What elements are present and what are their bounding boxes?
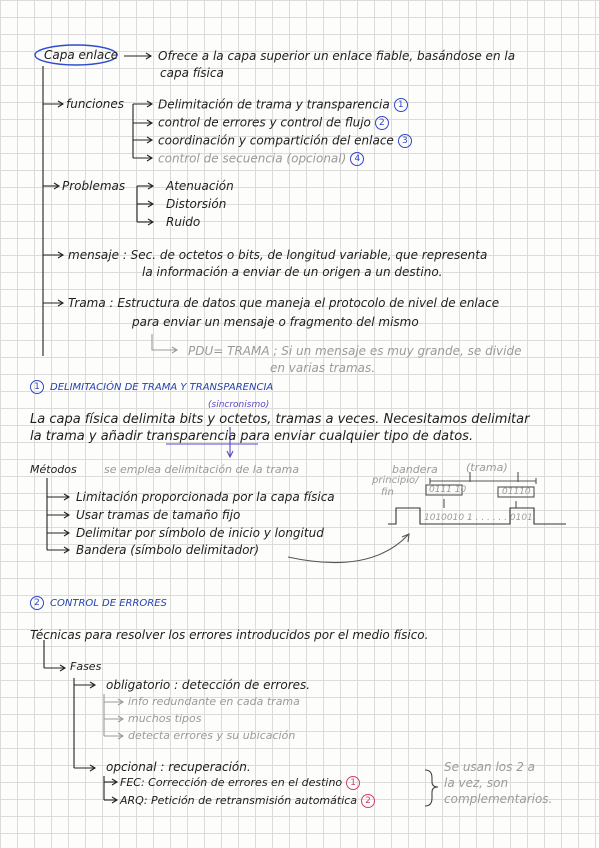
opcional-line: opcional : recuperación. [106,760,251,774]
definition-line-1: Ofrece a la capa superior un enlace fiable, basándose en la [158,49,516,63]
diagram-flag-start: 0111 10 [429,485,467,495]
diagram-trama-label: (trama) [466,461,508,474]
funciones-label: funciones [66,97,124,111]
funcion-4: control de secuencia (opcional) 4 [158,152,364,166]
diagram-flag-end: 01110 [502,487,531,497]
section-2-heading: 2 CONTROL DE ERRORES [30,596,167,610]
side-note-line-1: Se usan los 2 a [444,760,535,774]
number-badge: 2 [375,116,389,130]
pdu-note-1: PDU= TRAMA ; Si un mensaje es muy grande, se divide [188,344,522,358]
side-note-line-2: la vez, son [444,776,509,790]
metodo-1: Limitación proporcionada por la capa física [76,490,335,504]
number-badge: 1 [346,776,360,790]
funcion-3: coordinación y compartición del enlace 3 [158,134,412,148]
metodos-label: Métodos [30,463,77,476]
diagram-bandera-label: bandera [392,463,438,476]
problema-2: Distorsión [166,197,227,211]
funcion-2: control de errores y control de flujo 2 [158,116,389,130]
metodo-3: Delimitar por símbolo de inicio y longitud [76,526,324,540]
metodo-4: Bandera (símbolo delimitador) [76,543,260,557]
obligatorio-item-2: muchos tipos [128,712,202,725]
sincronismo-note: (sincronismo) [208,400,270,410]
fec-line: FEC: Corrección de errores en el destino 1 [120,776,360,790]
definition-line-2: capa física [160,66,224,80]
mensaje-line-2: la información a enviar de un origen a un destino. [142,265,443,279]
side-note-line-3: complementarios. [444,792,553,806]
diagram-fin-label: fin [381,487,394,498]
section-1-heading: 1 DELIMITACIÓN DE TRAMA Y TRANSPARENCIA [30,380,273,394]
section-1-line-2: la trama y añadir transparencia para enviar cualquier tipo de datos. [30,429,474,444]
problema-1: Atenuación [166,179,234,193]
obligatorio-line: obligatorio : detección de errores. [106,678,311,692]
pdu-note-2: en varias tramas. [270,361,376,375]
section-1-line-1: La capa física delimita bits y octetos, tramas a veces. Necesitamos delimitar [30,412,530,427]
trama-line-1: Trama : Estructura de datos que maneja el protocolo de nivel de enlace [68,296,500,310]
obligatorio-item-1: info redundante en cada trama [128,695,300,708]
diagram-bit-sequence: 1010010 1 . . . . . . 0101 [424,513,533,523]
trama-line-2: para enviar un mensaje o fragmento del mismo [132,315,419,329]
metodo-2: Usar tramas de tamaño fijo [76,508,241,522]
tecnicas-line: Técnicas para resolver los errores introducidos por el medio físico. [30,628,429,642]
arq-line: ARQ: Petición de retransmisión automática 2 [120,794,375,808]
metodos-note: se emplea delimitación de la trama [104,463,300,476]
capa-enlace-title: Capa enlace [44,48,119,62]
diagram-principio-label: principio/ [372,475,419,486]
number-badge: 2 [361,794,375,808]
funcion-1: Delimitación de trama y transparencia 1 [158,98,408,112]
number-badge: 2 [30,596,44,610]
number-badge: 1 [30,380,44,394]
number-badge: 3 [398,134,412,148]
problema-3: Ruido [166,215,201,229]
problemas-label: Problemas [62,179,126,193]
fases-label: Fases [70,660,102,673]
number-badge: 4 [350,152,364,166]
obligatorio-item-3: detecta errores y su ubicación [128,729,296,742]
number-badge: 1 [394,98,408,112]
mensaje-line-1: mensaje : Sec. de octetos o bits, de longitud variable, que representa [68,248,488,262]
